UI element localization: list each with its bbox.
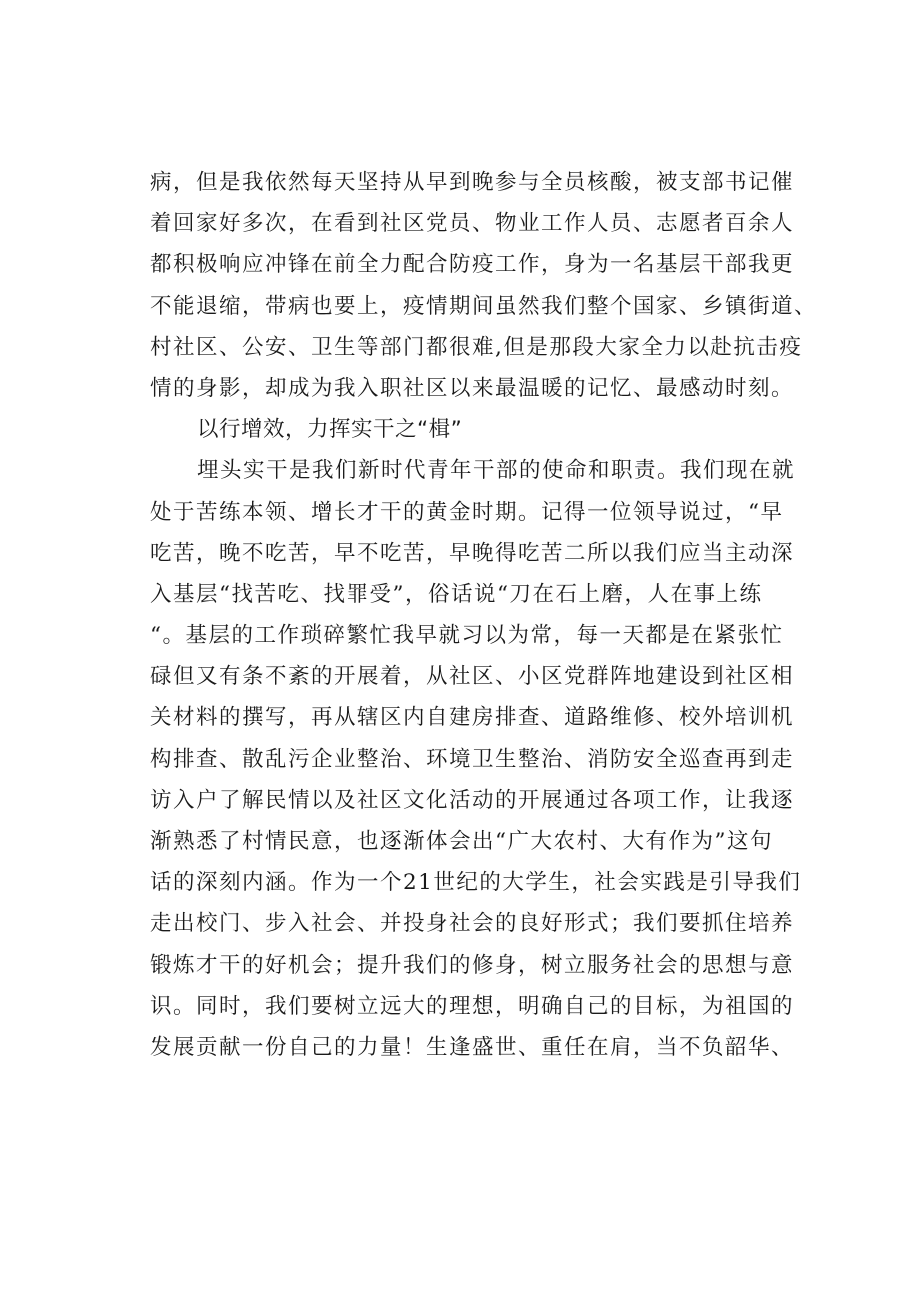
section-heading: 以行增效，力挥实干之“楫” bbox=[197, 417, 463, 443]
paragraph-line: 不能退缩，带病也要上，疫情期间虽然我们整个国家、乡镇街道、 bbox=[150, 293, 818, 319]
paragraph-line: 识。同时，我们要树立远大的理想，明确自己的目标，为祖国的 bbox=[150, 993, 795, 1019]
paragraph-line: 访入户了解民情以及社区文化活动的开展通过各项工作，让我逐 bbox=[150, 787, 795, 813]
paragraph-line: 埋头实干是我们新时代青年干部的使命和职责。我们现在就 bbox=[197, 458, 796, 484]
paragraph-line: 构排查、散乱污企业整治、环境卫生整治、消防安全巡查再到走 bbox=[150, 746, 795, 772]
paragraph-line: 都积极响应冲锋在前全力配合防疫工作，身为一名基层干部我更 bbox=[150, 252, 795, 278]
paragraph-line: 走出校门、步入社会、并投身社会的良好形式；我们要抓住培养 bbox=[150, 911, 795, 937]
paragraph-line: 渐熟悉了村情民意，也逐渐体会出“广大农村、大有作为”这句 bbox=[150, 829, 773, 854]
paragraph-line: 话的深刻内涵。作为一个21世纪的大学生，社会实践是引导我们 bbox=[150, 870, 802, 896]
paragraph-line: 着回家好多次，在看到社区党员、物业工作人员、志愿者百余人 bbox=[150, 211, 795, 237]
paragraph-line: 关材料的撰写，再从辖区内自建房排查、道路维修、校外培训机 bbox=[150, 705, 795, 731]
paragraph-line: “。基层的工作琐碎繁忙我早就习以为常，每一天都是在紧张忙 bbox=[150, 623, 784, 649]
paragraph-line: 发展贡献一份自己的力量！生逢盛世、重任在肩，当不负韶华、 bbox=[150, 1034, 795, 1060]
document-body bbox=[150, 162, 830, 1068]
paragraph-line: 情的身影，却成为我入职社区以来最温暖的记忆、最感动时刻。 bbox=[150, 375, 795, 401]
paragraph-line: 锻炼才干的好机会；提升我们的修身，树立服务社会的思想与意 bbox=[150, 952, 795, 978]
paragraph-line: 村社区、公安、卫生等部门都很难,但是那段大家全力以赴抗击疫 bbox=[150, 334, 803, 360]
paragraph-line: 病，但是我依然每天坚持从早到晚参与全员核酸，被支部书记催 bbox=[150, 170, 795, 195]
paragraph-line: 入基层“找苦吃、找罪受”，俗话说“刀在石上磨，人在事上练 bbox=[150, 581, 763, 607]
paragraph-line: 处于苦练本领、增长才干的黄金时期。记得一位领导说过，“早 bbox=[150, 499, 784, 525]
paragraph-line: 吃苦，晚不吃苦，早不吃苦，早晚得吃苦二所以我们应当主动深 bbox=[150, 540, 795, 566]
paragraph-line: 碌但又有条不紊的开展着，从社区、小区党群阵地建设到社区相 bbox=[150, 664, 795, 690]
